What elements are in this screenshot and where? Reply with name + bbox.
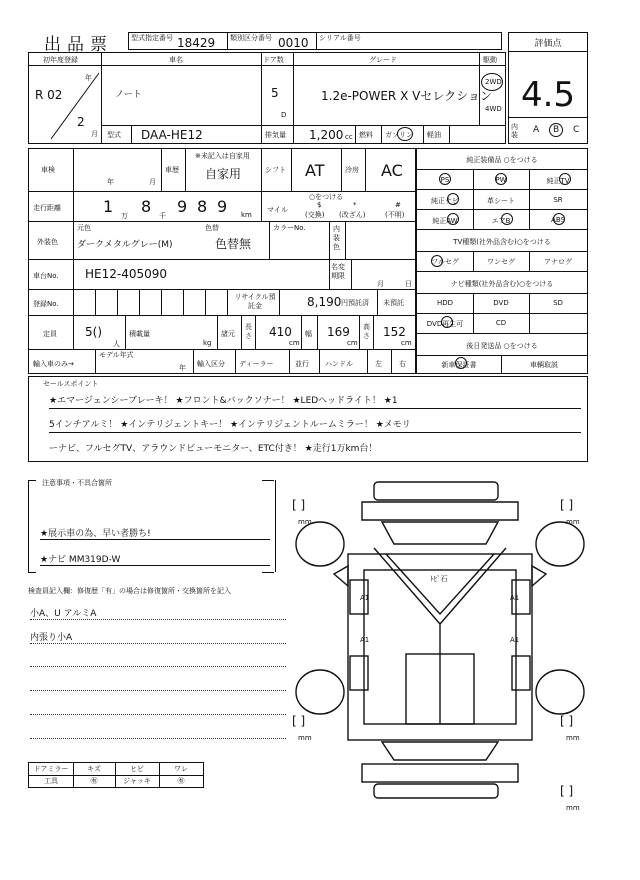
recycle-amount: 8,190 — [307, 295, 342, 309]
panel-label-rl: A1 — [360, 636, 370, 644]
car-name: ノート — [115, 90, 142, 100]
note-line-1: ★展示車の為、早い者勝ち! — [40, 526, 270, 540]
equip-pw: PW — [495, 176, 507, 184]
mileage-digit-5: 9 — [217, 197, 228, 216]
serial-number-box: シリアル番号 — [316, 32, 502, 50]
panel-label-rr: A1 — [510, 636, 520, 644]
equip-navi: 純正ナビ — [431, 197, 459, 205]
first-reg-era: R 02 — [35, 88, 63, 102]
equipment-table: 純正装備品 ○をつける PS PW 純正TV 純正ナビ 革シート SR 純正AW エアB ABS TV種類(社外品含む)○をつける フルセグ ワンセグ アナログ ナビ種類(社外品含む)○をつける HDD DVD SD DVD再生可 CD 後日発送品 ○をつける 新車保証書 車輌取説 — [416, 148, 588, 374]
displacement: 1,200 — [309, 128, 344, 142]
type-number-box: 型式指定番号 18429 — [128, 32, 228, 50]
width-value: 169 — [327, 325, 350, 339]
score-value: 4.5 — [520, 75, 576, 115]
fuel-gasoline: ガソリン — [385, 131, 413, 139]
history-value: 自家用 — [205, 167, 242, 181]
mileage-digit-2: 8 — [141, 197, 152, 216]
interior-grade-selected: B — [553, 125, 560, 135]
doors-count: 5 — [271, 86, 279, 100]
after-warranty: 新車保証書 — [441, 361, 477, 369]
capacity: 5() — [85, 325, 102, 339]
note-line-2: ★ナビ MM319D-W — [40, 552, 270, 566]
vehicle-main-section: 初年度登録 車名 ドア数 グレード 駆動 R 02 年 2 月 ノート 5 D 1.2e-POWER X Vセレクション 2WD 4WD 型式 DAA-HE12 排気量 1,200 cc 燃料 ガソリン 軽油 — [28, 52, 506, 144]
color-change: 色替無 — [215, 237, 252, 251]
equip-airbag: エアB — [491, 217, 511, 225]
navi-dvd-playback: DVD再生可 — [426, 320, 464, 328]
model-code: DAA-HE12 — [141, 128, 203, 142]
tv-fullseg: フルセグ — [431, 258, 459, 266]
mileage-digit-1: 1 — [103, 197, 114, 216]
length-value: 410 — [269, 325, 292, 339]
mileage-digit-3: 9 — [177, 197, 188, 216]
car-damage-diagram — [290, 474, 590, 804]
equip-leather: 革シート — [487, 197, 515, 205]
tools-present-mark: ㊒ — [90, 777, 98, 785]
sales-line-3: ーナビ、フルセグTV、アラウンドビューモニター、ETC付き！ ★走行1万km台！ — [49, 444, 378, 454]
equip-sr: SR — [553, 196, 563, 204]
mileage-digit-4: 8 — [197, 197, 208, 216]
equip-abs: ABS — [551, 216, 565, 224]
grade: 1.2e-POWER X Vセレクション — [321, 89, 492, 103]
exterior-color: ダークメタルグレー(M) — [77, 240, 173, 250]
inspector-line-1: 小A、U アルミA — [30, 606, 286, 620]
ac-value: AC — [381, 161, 403, 180]
sales-points: セールスポイント ★エマージェンシーブレーキ！ ★フロント&バックソナー！ ★LEDヘッドライト！ ★1 5インチアルミ！ ★インテリジェントキー！ ★インテリジェントルームミラー！ ★メモリ ーナビ、フルセグTV、アラウンドビューモニター、ETC付き！ ★走行1万km台！ — [28, 376, 588, 462]
shift-value: AT — [305, 161, 325, 180]
panel-label-fl: A1 — [360, 594, 370, 602]
panel-label-fr: A1 — [510, 594, 520, 602]
sales-line-1: ★エマージェンシーブレーキ！ ★フロント&バックソナー！ ★LEDヘッドライト！ ★1 — [49, 393, 581, 409]
legend-table: ドアミラー キズ ヒビ ワレ 工具 ㊒ ジャッキ ㊒ — [28, 762, 204, 788]
height-value: 152 — [383, 325, 406, 339]
vehicle-details-table: 車検 年 月 車歴 ※未記入は自家用 自家用 シフト AT 冷房 AC 走行距離 1 万 8 千 9 8 9 km ○をつける マイル $ (交換) * (改ざん) # (不明) 外装色 元色 ダークメタルグレー(M) 色替 色替無 カラーNo. 内装色 車台No. HE12-405090 名変期限 月 日 登録No. リサイクル預託金 8,190 円預託済 未預託 定員 5() 人 積載量 kg 諸元 長さ 410 cm 幅 169 cm 高さ 152 cm 輸入車のみ→ モデル年式 年 輸入区分 ディーラー 並行 ハンドル 左 右 — [28, 148, 416, 374]
jack-present-mark: ㊒ — [177, 777, 185, 785]
first-reg-month: 2 — [77, 115, 85, 129]
class-number: 0010 — [278, 36, 309, 50]
page-title: 出品票 — [44, 35, 113, 55]
type-number: 18429 — [177, 36, 216, 50]
equip-ps: PS — [440, 176, 450, 184]
class-number-box: 類別区分番号 0010 — [227, 32, 317, 50]
sales-line-2: 5インチアルミ！ ★インテリジェントキー！ ★インテリジェントルームミラー！ ★メモリ — [49, 417, 581, 433]
inspector-line-2: 内張り小A — [30, 630, 286, 644]
equip-tv: 純正TV — [546, 177, 570, 185]
score-box: 評価点 4.5 内装 A B C — [508, 32, 588, 144]
roof-damage-label: ﾄﾋﾞ石 — [430, 575, 448, 583]
equip-aw: 純正AW — [432, 217, 458, 225]
chassis-number: HE12-405090 — [85, 267, 168, 281]
